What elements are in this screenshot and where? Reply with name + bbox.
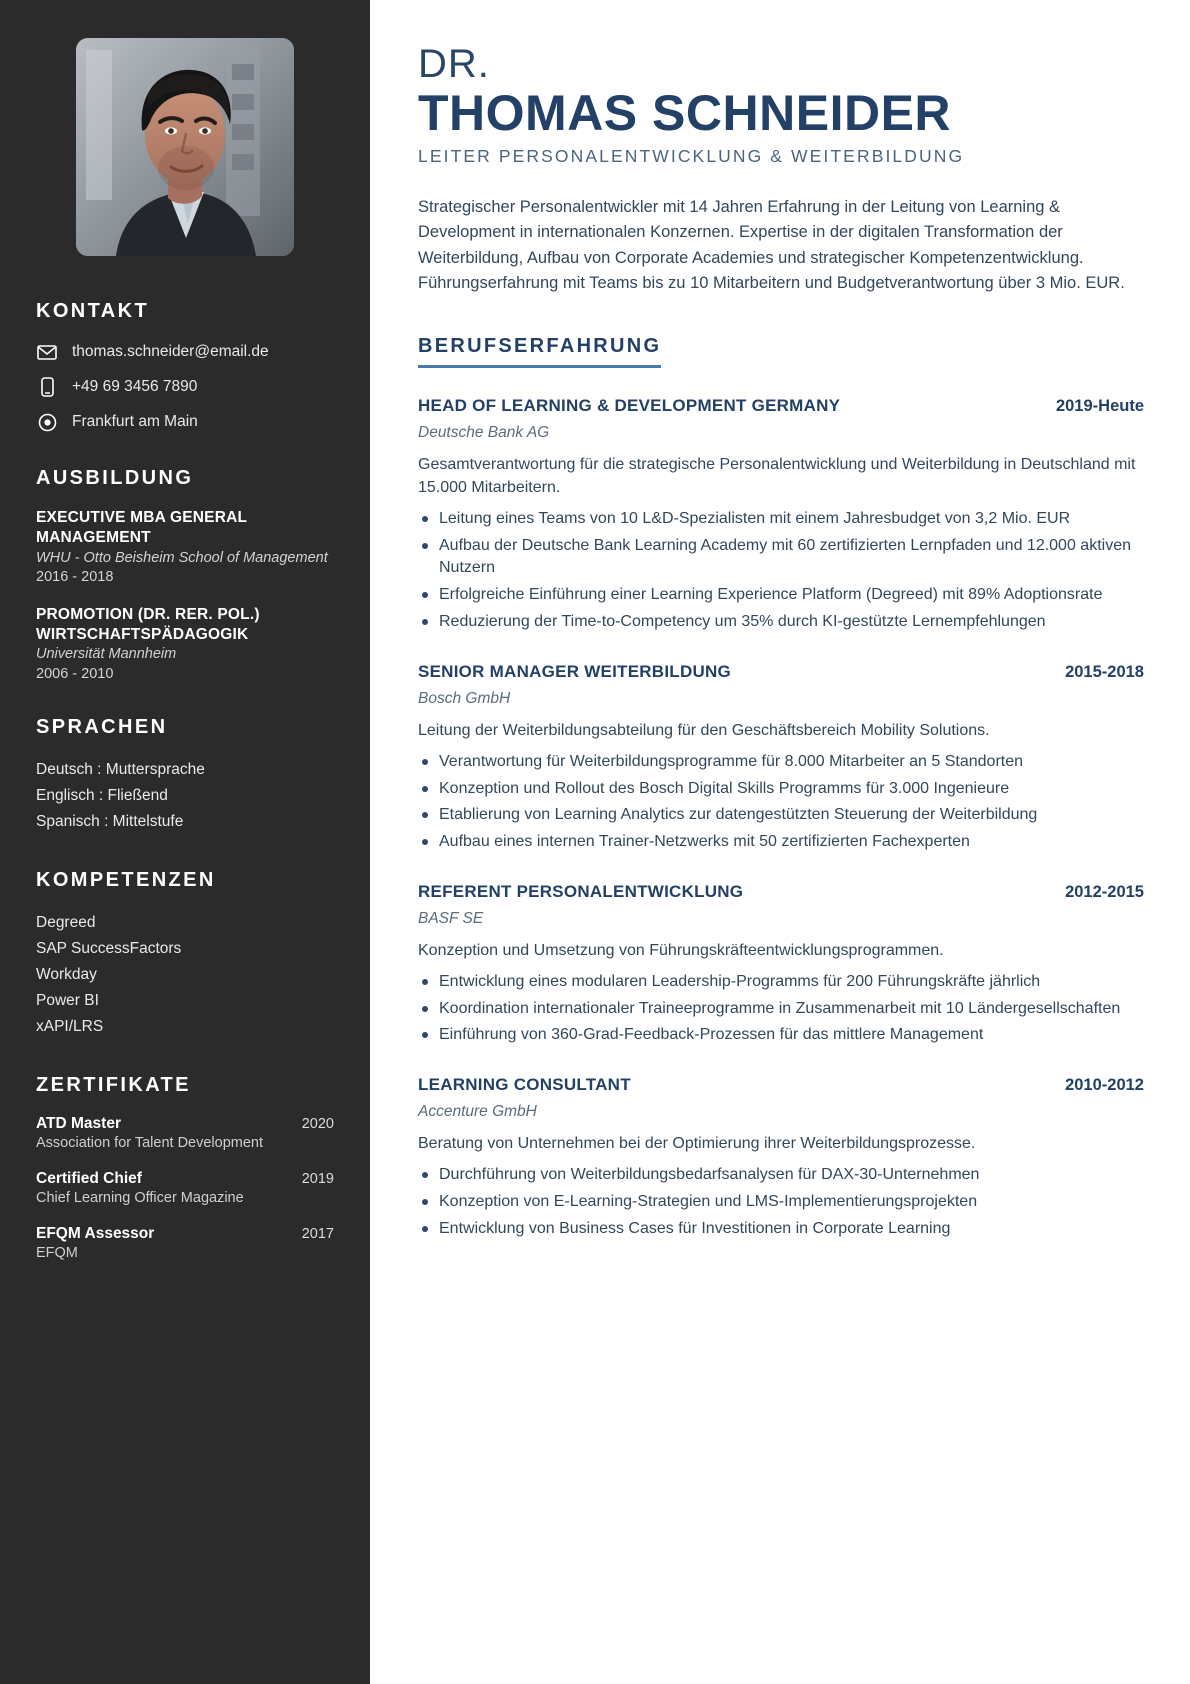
sidebar <box>0 0 370 1684</box>
skill-item: SAP SuccessFactors <box>36 939 182 957</box>
contact-email-value: thomas.schneider@email.de <box>72 343 269 360</box>
education-degree: PROMOTION (DR. RER. POL.) WIRTSCHAFTSPÄDAGOGIK <box>36 605 260 643</box>
language-item: Spanisch : Mittelstufe <box>36 812 184 830</box>
portrait-photo <box>76 38 294 256</box>
certificate-name: EFQM Assessor <box>36 1224 155 1242</box>
certificate-name: Certified Chief <box>36 1169 142 1187</box>
page-title: THOMAS SCHNEIDER <box>418 85 952 141</box>
experience-item <box>418 662 1144 854</box>
certificate-org: Association for Talent Development <box>36 1134 264 1151</box>
skill-item: Workday <box>36 965 97 983</box>
contact-heading: KONTAKT <box>36 300 150 322</box>
experience-dates: 2019-Heute <box>1055 396 1144 415</box>
certificate-org: EFQM <box>36 1244 78 1261</box>
experience-company: Bosch GmbH <box>418 689 511 707</box>
certificate-name: ATD Master <box>36 1114 121 1132</box>
education-item <box>36 605 334 682</box>
experience-bullet: Konzeption und Rollout des Bosch Digital Skills Programms für 3.000 Ingenieure <box>418 778 1144 801</box>
language-item: Deutsch : Muttersprache <box>36 760 205 778</box>
certificate-org: Chief Learning Officer Magazine <box>36 1189 244 1206</box>
certificate-year: 2017 <box>301 1225 334 1242</box>
experience-bullet: Leitung eines Teams von 10 L&D-Spezialisten mit einem Jahresbudget von 3,2 Mio. EUR <box>418 508 1144 531</box>
experience-bullet: Entwicklung von Business Cases für Investitionen in Corporate Learning <box>418 1218 1144 1241</box>
main-content <box>370 0 1190 1684</box>
experience-bullet: Aufbau eines internen Trainer-Netzwerks mit 50 zertifizierten Fachexperten <box>418 831 1144 854</box>
certificate-year: 2019 <box>301 1170 334 1187</box>
experience-company: Accenture GmbH <box>418 1103 537 1120</box>
experience-description: Gesamtverantwortung für die strategische Personalentwicklung und Weiterbildung in Deutschland mit 15.000 Mitarbeitern. <box>418 455 1136 496</box>
language-item: Englisch : Fließend <box>36 786 168 804</box>
education-years: 2006 - 2010 <box>36 665 114 682</box>
experience-bullets <box>418 751 1144 854</box>
experience-item <box>418 396 1144 634</box>
education-heading: AUSBILDUNG <box>36 467 194 489</box>
experience-description: Konzeption und Umsetzung von Führungskräfteentwicklungsprogrammen. <box>418 941 944 959</box>
skills-heading: KOMPETENZEN <box>36 868 216 891</box>
experience-section-heading: BERUFSERFAHRUNG <box>418 335 661 368</box>
job-subtitle: LEITER PERSONALENTWICKLUNG & WEITERBILDUNG <box>418 146 965 166</box>
phone-icon <box>36 376 58 398</box>
profile-summary: Strategischer Personalentwickler mit 14 Jahren Erfahrung in der Leitung von Learning & Development in internationalen Konzernen. Expertise in der digitalen Transformation der Weiterbildung, Aufbau von Corporate Academies und strategischer Kompetenzentwicklung. Führungserfahrung mit Teams bis zu 10 Mitarbeitern und Budgetverantwortung über 3 Mio. EUR. <box>418 198 1125 293</box>
experience-title: LEARNING CONSULTANT <box>418 1075 631 1094</box>
skill-item: xAPI/LRS <box>36 1017 104 1035</box>
experience-company: Deutsche Bank AG <box>418 423 550 441</box>
experience-item <box>418 1075 1144 1240</box>
envelope-icon <box>36 341 58 363</box>
contact-email-row[interactable] <box>36 341 334 363</box>
certificate-year: 2020 <box>301 1115 334 1132</box>
certificate-item <box>36 1225 334 1261</box>
experience-company: BASF SE <box>418 909 484 927</box>
experience-bullet: Entwicklung eines modularen Leadership-Programms für 200 Führungskräfte jährlich <box>418 971 1144 994</box>
experience-bullet: Konzeption von E-Learning-Strategien und LMS-Implementierungsprojekten <box>418 1191 1144 1214</box>
experience-bullet: Durchführung von Weiterbildungsbedarfsanalysen für DAX-30-Unternehmen <box>418 1164 1144 1187</box>
experience-bullet: Koordination internationaler Traineeprogramme in Zusammenarbeit mit 10 Ländergesellschaften <box>418 998 1144 1021</box>
experience-title: SENIOR MANAGER WEITERBILDUNG <box>418 661 731 681</box>
experience-dates: 2010-2012 <box>1065 1076 1144 1094</box>
experience-bullet: Aufbau der Deutsche Bank Learning Academy mit 60 zertifizierten Lernpfaden und 12.000 aktiven Nutzern <box>418 535 1144 580</box>
location-pin-icon <box>36 411 58 433</box>
languages-heading: SPRACHEN <box>36 715 168 738</box>
education-item <box>36 508 334 585</box>
experience-title: HEAD OF LEARNING & DEVELOPMENT GERMANY <box>418 395 841 415</box>
experience-bullet: Erfolgreiche Einführung einer Learning Experience Platform (Degreed) mit 89% Adoptionsrate <box>418 584 1144 607</box>
contact-location-row[interactable] <box>36 411 334 433</box>
education-school: Universität Mannheim <box>36 646 177 663</box>
name-prefix: DR. <box>418 42 490 86</box>
skill-item: Degreed <box>36 913 96 931</box>
education-years: 2016 - 2018 <box>36 568 114 585</box>
experience-title: REFERENT PERSONALENTWICKLUNG <box>418 881 744 901</box>
contact-phone-value: +49 69 3456 7890 <box>72 378 198 395</box>
experience-bullet: Einführung von 360-Grad-Feedback-Prozessen für das mittlere Management <box>418 1024 1144 1047</box>
experience-dates: 2015-2018 <box>1065 662 1144 681</box>
experience-description: Leitung der Weiterbildungsabteilung für den Geschäftsbereich Mobility Solutions. <box>418 721 990 739</box>
experience-bullet: Etablierung von Learning Analytics zur datengestützten Steuerung der Weiterbildung <box>418 804 1144 827</box>
experience-bullets <box>418 971 1144 1047</box>
experience-dates: 2012-2015 <box>1065 882 1144 901</box>
experience-bullets <box>418 508 1144 634</box>
photo-container <box>36 38 334 256</box>
experience-bullets <box>418 1164 1144 1240</box>
skill-item: Power BI <box>36 991 99 1009</box>
experience-bullet: Verantwortung für Weiterbildungsprogramme für 8.000 Mitarbeiter an 5 Standorten <box>418 751 1144 774</box>
contact-phone-row[interactable] <box>36 376 334 398</box>
experience-bullet: Reduzierung der Time-to-Competency um 35% durch KI-gestützte Lernempfehlungen <box>418 611 1144 634</box>
education-school: WHU - Otto Beisheim School of Management <box>36 549 328 566</box>
certificates-heading: ZERTIFIKATE <box>36 1073 191 1096</box>
contact-location-value: Frankfurt am Main <box>72 413 198 430</box>
experience-item <box>418 882 1144 1047</box>
experience-description: Beratung von Unternehmen bei der Optimierung ihrer Weiterbildungsprozesse. <box>418 1135 976 1152</box>
education-degree: EXECUTIVE MBA GENERAL MANAGEMENT <box>36 509 247 546</box>
certificate-item <box>36 1170 334 1206</box>
certificate-item <box>36 1115 334 1151</box>
